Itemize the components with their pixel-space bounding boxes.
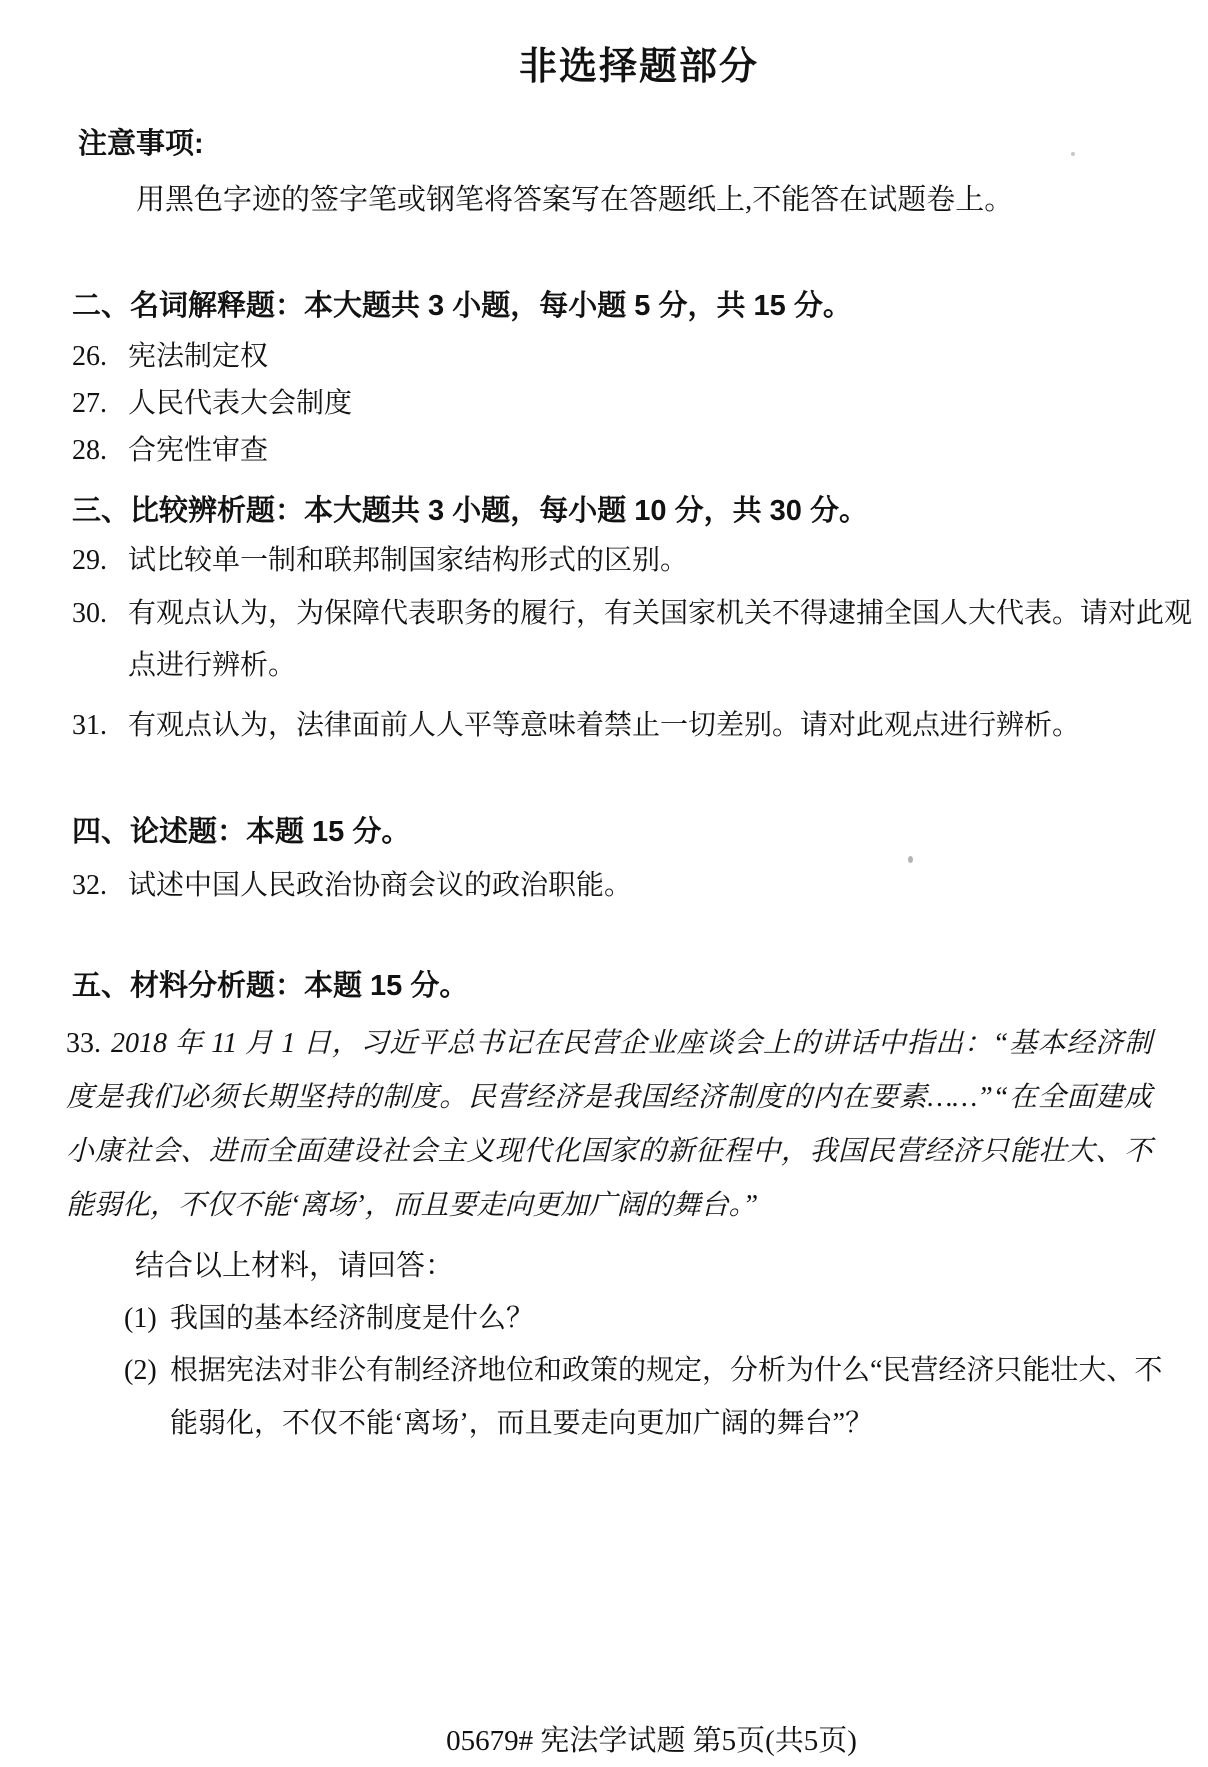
- question-number: 30.: [72, 598, 107, 629]
- section-heading-4: 四、论述题：本题 15 分。: [72, 816, 411, 848]
- question-text: 试比较单一制和联邦制国家结构形式的区别。: [128, 545, 689, 576]
- sub-question-text: 我国的基本经济制度是什么？: [170, 1303, 535, 1334]
- scan-speck: [908, 856, 913, 863]
- sub-question-number: (1): [124, 1303, 157, 1334]
- question-text: 试述中国人民政治协商会议的政治职能。: [128, 870, 633, 901]
- sub-question-number: (2): [124, 1355, 157, 1386]
- question-item-28: [72, 425, 1208, 477]
- question-item-31: [72, 700, 1208, 752]
- question-text: 合宪性审查: [128, 435, 269, 466]
- sub-question-1: [124, 1292, 1180, 1345]
- notice-label: 注意事项:: [78, 128, 204, 160]
- question-item-26: [72, 331, 1208, 383]
- page-title: 非选择题部分: [518, 46, 759, 88]
- notice-text: 用黑色字迹的签字笔或钢笔将答案写在答题纸上,不能答在试题卷上。: [136, 184, 1014, 216]
- question-text: 宪法制定权: [128, 341, 269, 372]
- question-item-32: [72, 860, 1208, 912]
- question-number: 32.: [72, 870, 107, 901]
- question-number: 26.: [72, 341, 107, 372]
- question-number: 27.: [72, 388, 107, 419]
- question-text: 有观点认为，法律面前人人平等意味着禁止一切差别。请对此观点进行辨析。: [128, 710, 1081, 741]
- question-text: 人民代表大会制度: [128, 388, 353, 419]
- section-heading-5: 五、材料分析题：本题 15 分。: [72, 970, 469, 1002]
- material-quote-text: 2018 年 11 月 1 日，习近平总书记在民营企业座谈会上的讲话中指出：“基本经济制度是我们必须长期坚持的制度。民营经济是我国经济制度的内在要素……”“在全面建成小康社会、进而全面建设社会主义现代化国家的新征程中，我国民营经济只能壮大、不能弱化，不仅不能‘离场’，而且要走向更加广阔的舞台。”: [66, 1028, 1152, 1221]
- sub-question-text: 根据宪法对非公有制经济地位和政策的规定，分析为什么“民营经济只能壮大、不能弱化，不仅不能‘离场’，而且要走向更加广阔的舞台”？: [170, 1355, 1163, 1439]
- question-number: 29.: [72, 545, 107, 576]
- question-item-33: [66, 1017, 1152, 1233]
- question-text: 有观点认为，为保障代表职务的履行，有关国家机关不得逮捕全国人大代表。请对此观点进行辨析。: [128, 598, 1193, 681]
- question-number: 28.: [72, 435, 107, 466]
- question-item-29: [72, 535, 1208, 587]
- section-heading-2: 二、名词解释题：本大题共 3 小题，每小题 5 分，共 15 分。: [72, 290, 852, 322]
- question-item-27: [72, 378, 1208, 430]
- question-number: 31.: [72, 710, 107, 741]
- section-heading-3: 三、比较辨析题：本大题共 3 小题，每小题 10 分，共 30 分。: [72, 495, 868, 527]
- material-prompt: 结合以上材料，请回答：: [135, 1250, 455, 1282]
- question-number: 33.: [66, 1028, 101, 1059]
- question-item-30: [72, 588, 1208, 692]
- scan-speck: [1071, 152, 1075, 156]
- sub-question-2: [124, 1344, 1180, 1450]
- page-footer: 05679# 宪法学试题 第5页(共5页): [446, 1725, 857, 1757]
